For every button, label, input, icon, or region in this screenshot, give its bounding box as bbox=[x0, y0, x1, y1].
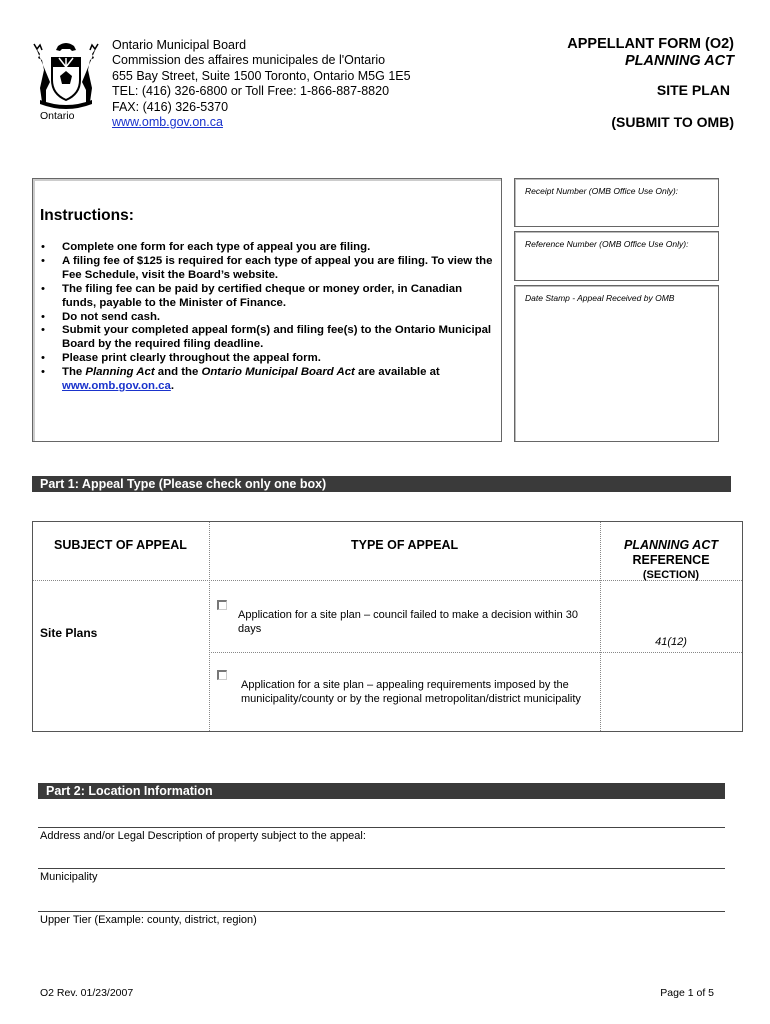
reference-number-label: Reference Number (OMB Office Use Only): bbox=[525, 239, 689, 249]
address-line[interactable] bbox=[38, 827, 725, 828]
option-2-checkbox[interactable] bbox=[217, 670, 227, 680]
section-reference: 41(12) bbox=[655, 636, 687, 648]
acts-pre: The bbox=[62, 366, 86, 379]
form-subtitle: PLANNING ACT bbox=[624, 53, 734, 69]
logo-caption: Ontario bbox=[40, 110, 75, 122]
organization-info bbox=[112, 38, 411, 130]
org-fax: FAX: (416) 326-5370 bbox=[112, 99, 229, 114]
org-name: Ontario Municipal Board bbox=[112, 38, 247, 52]
org-name-fr: Commission des affaires municipales de l'Ontario bbox=[112, 53, 386, 68]
form-title-block bbox=[567, 36, 734, 130]
instruction-item: • A filing fee of $125 is required for each type of appeal you are filing. To view the Fee Schedule, visit the Board’s website. bbox=[39, 255, 495, 283]
instructions-list bbox=[39, 241, 495, 394]
acts-end: . bbox=[170, 380, 175, 393]
instruction-item: • Do not send cash. bbox=[39, 311, 495, 325]
submit-note: (SUBMIT TO OMB) bbox=[611, 114, 734, 130]
instruction-item: • Submit your completed appeal form(s) and filing fee(s) to the Ontario Municipal Board by the required filing deadline. bbox=[39, 324, 495, 352]
col-subject-header: SUBJECT OF APPEAL bbox=[54, 538, 187, 552]
revision-label: O2 Rev. 01/23/2007 bbox=[40, 987, 134, 999]
instruction-item-acts bbox=[39, 366, 495, 394]
municipality-label: Municipality bbox=[40, 871, 98, 883]
instructions-box bbox=[32, 178, 502, 442]
upper-tier-line[interactable] bbox=[38, 911, 725, 912]
reference-number-field[interactable] bbox=[514, 231, 719, 281]
acts-mid: and the bbox=[154, 366, 202, 379]
appeal-type-table bbox=[32, 521, 743, 732]
part2-bar: Part 2: Location Information bbox=[38, 783, 725, 799]
municipality-line[interactable] bbox=[38, 868, 725, 869]
col-ref-line3: (SECTION) bbox=[642, 569, 700, 581]
planning-act-title: Planning Act bbox=[85, 366, 155, 379]
col-ref-line1: PLANNING ACT bbox=[624, 538, 718, 552]
option-1-label: Application for a site plan – council failed to make a decision within 30 days bbox=[238, 609, 578, 635]
date-stamp-label: Date Stamp - Appeal Received by OMB bbox=[525, 293, 675, 303]
table-row-divider bbox=[209, 652, 742, 653]
ontario-logo bbox=[30, 38, 102, 122]
date-stamp-field[interactable] bbox=[514, 285, 719, 442]
form-type: SITE PLAN bbox=[656, 82, 730, 98]
acts-post: are available at bbox=[354, 366, 440, 379]
instructions-website-link[interactable]: www.omb.gov.on.ca bbox=[62, 380, 171, 393]
instruction-item: • Please print clearly throughout the appeal form. bbox=[39, 352, 495, 366]
receipt-number-field[interactable] bbox=[514, 178, 719, 227]
col-reference-header bbox=[600, 538, 742, 583]
instruction-item: • The filing fee can be paid by certified cheque or money order, in Canadian funds, payable to the Minister of Finance. bbox=[39, 283, 495, 311]
instruction-item: • Complete one form for each type of appeal you are filing. bbox=[39, 241, 495, 255]
instructions-heading: Instructions: bbox=[40, 207, 134, 224]
col-ref-line2: REFERENCE bbox=[632, 553, 710, 567]
col-type-header: TYPE OF APPEAL bbox=[351, 538, 459, 552]
org-address: 655 Bay Street, Suite 1500 Toronto, Ontario M5G 1E5 bbox=[112, 68, 411, 83]
part1-bar: Part 1: Appeal Type (Please check only one box) bbox=[32, 476, 731, 492]
option-1-checkbox[interactable] bbox=[217, 600, 227, 610]
address-label: Address and/or Legal Description of property subject to the appeal: bbox=[40, 830, 366, 842]
receipt-number-label: Receipt Number (OMB Office Use Only): bbox=[525, 186, 679, 196]
upper-tier-label: Upper Tier (Example: county, district, region) bbox=[40, 914, 257, 926]
website-link[interactable]: www.omb.gov.on.ca bbox=[112, 115, 223, 130]
option-2-label: Application for a site plan – appealing requirements imposed by the municipality/county or by the regional metropolitan/district municipality bbox=[241, 679, 581, 705]
form-title: APPELLANT FORM (O2) bbox=[567, 36, 734, 52]
subject-site-plans: Site Plans bbox=[40, 626, 98, 640]
omb-act-title: Ontario Municipal Board Act bbox=[201, 366, 355, 379]
table-divider bbox=[209, 522, 210, 731]
page-number: Page 1 of 5 bbox=[660, 987, 714, 999]
org-phone: TEL: (416) 326-6800 or Toll Free: 1-866-887-8820 bbox=[112, 84, 390, 99]
